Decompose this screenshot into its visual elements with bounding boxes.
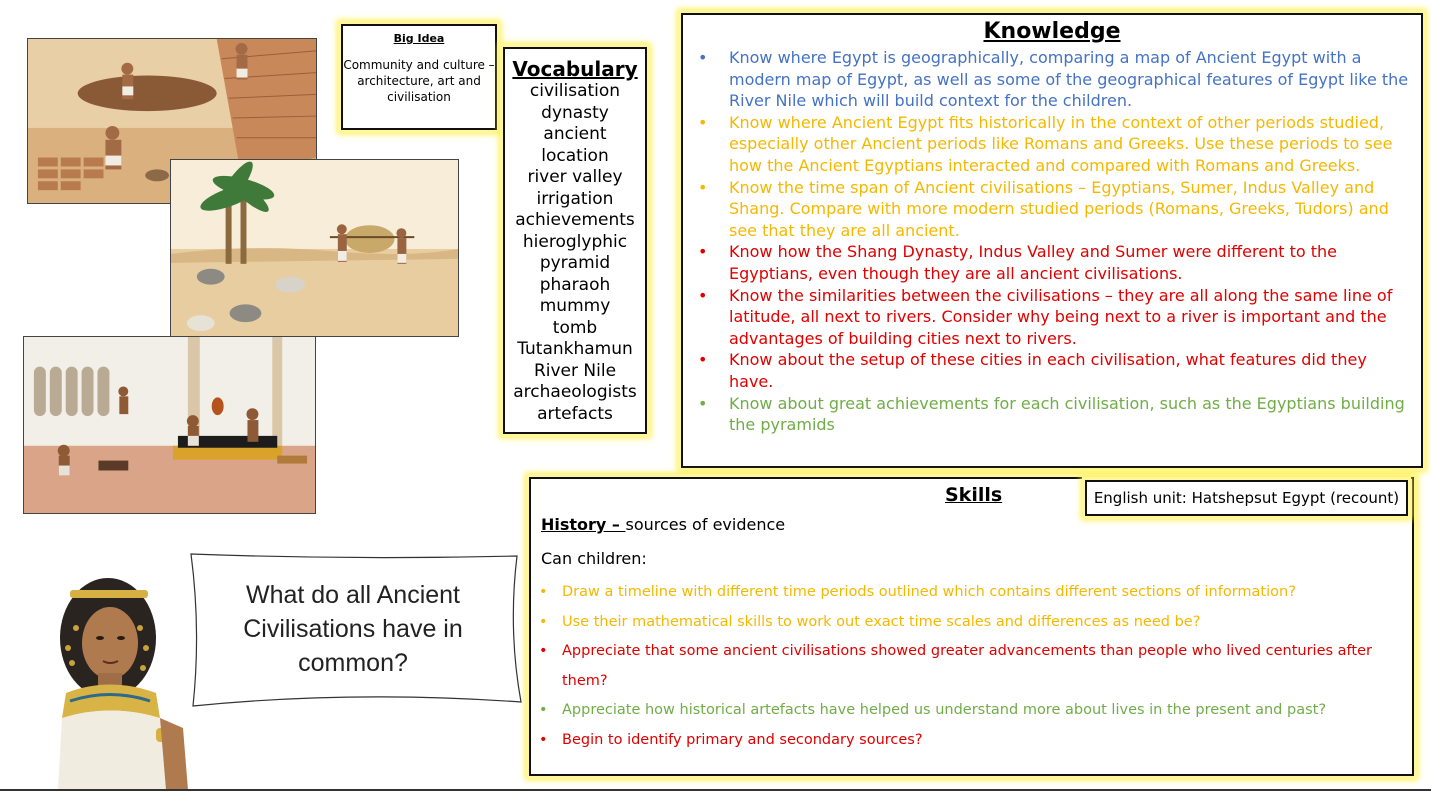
bullet-icon: • bbox=[698, 285, 708, 305]
vocabulary-box bbox=[503, 47, 647, 434]
bullet-icon: • bbox=[698, 242, 708, 262]
knowledge-item-text: Know the time span of Ancient civilisations – Egyptians, Sumer, Indus Valley and Shang. Compare with more modern studied periods (Romans, Greeks, Tudors) and see that they are all ancient. bbox=[729, 177, 1389, 240]
bullet-icon: • bbox=[698, 48, 708, 67]
skill-item bbox=[539, 726, 1399, 756]
knowledge-item bbox=[693, 241, 1411, 284]
bullet-icon: • bbox=[539, 613, 548, 630]
skill-item bbox=[539, 637, 1399, 696]
vocabulary-word: mummy bbox=[539, 296, 611, 316]
vocabulary-word: tomb bbox=[552, 317, 598, 338]
egyptian-woman-illustration bbox=[48, 568, 198, 790]
knowledge-item-text: Know the similarities between the civilisations – they are all along the same line of latitude, all next to rivers. Consider why being next to a river is important and the advantages of building cities next to rivers. bbox=[729, 285, 1393, 348]
vocabulary-word: ancient bbox=[543, 124, 607, 144]
history-text: sources of evidence bbox=[625, 515, 786, 534]
history-label: History – bbox=[541, 515, 626, 534]
vocabulary-word: river valley bbox=[527, 167, 623, 187]
vocabulary-title: Vocabulary bbox=[512, 57, 638, 81]
knowledge-box bbox=[681, 13, 1423, 468]
big-idea-title: Big Idea bbox=[393, 32, 445, 45]
skill-item bbox=[539, 696, 1399, 726]
bullet-icon: • bbox=[698, 393, 708, 413]
bullet-icon: • bbox=[698, 177, 708, 197]
skills-box bbox=[529, 477, 1414, 776]
knowledge-item-text: Know where Egypt is geographically, comparing a map of Ancient Egypt with a modern map of Egypt, as well as some of the geographical features of Egypt like the River Nile which will build context for the children. bbox=[729, 48, 1409, 111]
knowledge-item-text: Know how the Shang Dynasty, Indus Valley and Sumer were different to the Egyptians, even though they are all ancient civilisations. bbox=[729, 242, 1337, 283]
skills-title: Skills bbox=[945, 484, 1003, 506]
bullet-icon: • bbox=[698, 112, 708, 132]
vocabulary-word: achievements bbox=[515, 210, 635, 230]
bullet-icon: • bbox=[698, 350, 708, 370]
big-idea-box bbox=[341, 24, 497, 130]
vocabulary-word: irrigation bbox=[536, 188, 614, 209]
knowledge-list bbox=[693, 47, 1411, 436]
knowledge-item-text: Know where Ancient Egypt fits historically in the context of other periods studied, especially other Ancient periods like Romans and Greeks. Use these periods to see how the Ancient Egyptians interacted and compared with Romans and Greeks. bbox=[729, 112, 1393, 175]
bullet-icon: • bbox=[539, 584, 548, 600]
skill-item-text: Appreciate that some ancient civilisations showed greater advancements than people who lived centuries after them? bbox=[562, 643, 1372, 689]
knowledge-item bbox=[693, 349, 1411, 392]
bullet-icon: • bbox=[539, 702, 548, 718]
vocabulary-word: hieroglyphic bbox=[522, 231, 628, 252]
skill-item bbox=[539, 578, 1399, 608]
vocabulary-word: Tutankhamun bbox=[517, 339, 633, 359]
vocabulary-word: artefacts bbox=[537, 403, 613, 424]
skill-item-text: Draw a timeline with different time periods outlined which contains different sections of information? bbox=[562, 584, 1296, 600]
question-bubble bbox=[183, 550, 523, 710]
skill-item-text: Use their mathematical skills to work out exact time scales and differences as need be? bbox=[562, 613, 1201, 630]
vocabulary-word: pyramid bbox=[539, 253, 611, 273]
skill-item bbox=[539, 608, 1399, 638]
english-unit-box: English unit: Hatshepsut Egypt (recount) bbox=[1085, 480, 1408, 516]
bottom-rule bbox=[0, 789, 1431, 791]
embalming-illustration bbox=[23, 336, 316, 514]
knowledge-item-text: Know about the setup of these cities in each civilisation, what features did they have. bbox=[729, 350, 1367, 391]
skills-list bbox=[539, 578, 1399, 755]
question-text: What do all Ancient Civilisations have in common? bbox=[243, 581, 463, 677]
knowledge-item bbox=[693, 47, 1411, 112]
knowledge-item bbox=[693, 393, 1411, 436]
skill-item-text: Appreciate how historical artefacts have helped us understand more about lives in the present and past? bbox=[562, 702, 1327, 718]
vocabulary-word: location bbox=[541, 145, 609, 166]
knowledge-item-text: Know about great achievements for each civilisation, such as the Egyptians building the pyramids bbox=[729, 393, 1405, 435]
palm-farmers-illustration bbox=[170, 159, 459, 337]
knowledge-item bbox=[693, 285, 1411, 350]
bullet-icon: • bbox=[539, 643, 548, 659]
history-heading bbox=[541, 515, 785, 534]
bullet-icon: • bbox=[539, 731, 548, 748]
can-children-label: Can children: bbox=[541, 549, 647, 568]
vocabulary-word: pharaoh bbox=[539, 274, 611, 295]
skill-item-text: Begin to identify primary and secondary sources? bbox=[562, 731, 923, 748]
vocabulary-word: archaeologists bbox=[513, 382, 637, 402]
vocabulary-list bbox=[505, 81, 645, 425]
vocabulary-word: civilisation bbox=[529, 81, 621, 101]
knowledge-item bbox=[693, 112, 1411, 177]
knowledge-item bbox=[693, 177, 1411, 242]
knowledge-title: Knowledge bbox=[983, 19, 1121, 44]
big-idea-text: Community and culture – architecture, art and civilisation bbox=[343, 58, 495, 104]
vocabulary-word: dynasty bbox=[541, 102, 609, 123]
vocabulary-word: River Nile bbox=[533, 360, 617, 381]
